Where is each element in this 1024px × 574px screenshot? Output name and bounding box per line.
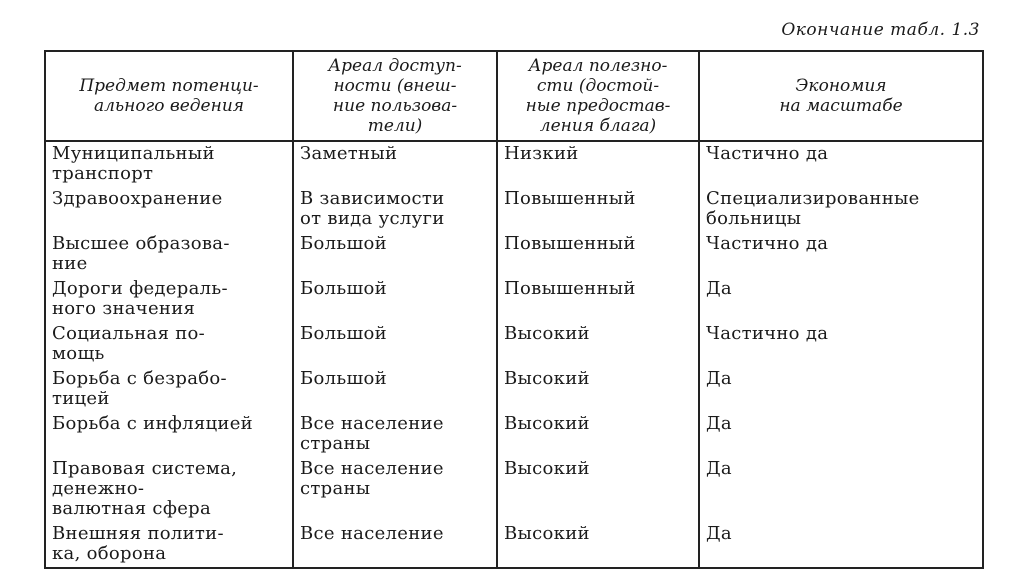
cell-subject: Правовая система, денежно- валютная сфера (45, 457, 293, 522)
cell-economy: Частично да (699, 322, 983, 367)
header-economy-of-scale: Экономия на масштабе (699, 51, 983, 141)
table-body (45, 141, 983, 568)
cell-subject: Борьба с безрабо- тицей (45, 367, 293, 412)
table-row (45, 187, 983, 232)
cell-subject: Высшее образова- ние (45, 232, 293, 277)
header-row (45, 51, 983, 141)
cell-accessibility: Все население (293, 522, 497, 568)
table-header (45, 51, 983, 141)
header-subject: Предмет потенци- ального ведения (45, 51, 293, 141)
cell-accessibility: Заметный (293, 141, 497, 187)
cell-economy: Да (699, 457, 983, 522)
cell-economy: Да (699, 277, 983, 322)
header-accessibility-area: Ареал доступ- ности (внеш- ние пользова- тели) (293, 51, 497, 141)
table-caption: Окончание табл. 1.3 (781, 20, 980, 40)
table-row (45, 232, 983, 277)
cell-subject: Дороги федераль- ного значения (45, 277, 293, 322)
table-row (45, 141, 983, 187)
cell-accessibility: Большой (293, 322, 497, 367)
data-table (44, 50, 984, 569)
table-row (45, 522, 983, 568)
cell-usefulness: Высокий (497, 457, 699, 522)
cell-subject: Борьба с инфляцией (45, 412, 293, 457)
cell-accessibility: Большой (293, 277, 497, 322)
cell-accessibility: Все население страны (293, 412, 497, 457)
table-row (45, 322, 983, 367)
cell-usefulness: Низкий (497, 141, 699, 187)
cell-economy: Да (699, 522, 983, 568)
cell-usefulness: Повышенный (497, 187, 699, 232)
cell-subject: Внешняя полити- ка, оборона (45, 522, 293, 568)
cell-usefulness: Высокий (497, 522, 699, 568)
cell-usefulness: Высокий (497, 322, 699, 367)
cell-economy: Да (699, 412, 983, 457)
cell-accessibility: Большой (293, 367, 497, 412)
cell-accessibility: Все население страны (293, 457, 497, 522)
cell-usefulness: Высокий (497, 412, 699, 457)
cell-accessibility: В зависимости от вида услуги (293, 187, 497, 232)
cell-usefulness: Повышенный (497, 232, 699, 277)
cell-economy: Частично да (699, 141, 983, 187)
table-row (45, 412, 983, 457)
cell-subject: Социальная по- мощь (45, 322, 293, 367)
table-row (45, 367, 983, 412)
cell-economy: Специализированные больницы (699, 187, 983, 232)
header-usefulness-area: Ареал полезно- сти (достой- ные предостав- ления блага) (497, 51, 699, 141)
cell-usefulness: Повышенный (497, 277, 699, 322)
cell-subject: Здравоохранение (45, 187, 293, 232)
cell-accessibility: Большой (293, 232, 497, 277)
cell-subject: Муниципальный транспорт (45, 141, 293, 187)
table-row (45, 457, 983, 522)
cell-economy: Да (699, 367, 983, 412)
cell-usefulness: Высокий (497, 367, 699, 412)
cell-economy: Частично да (699, 232, 983, 277)
table-row (45, 277, 983, 322)
